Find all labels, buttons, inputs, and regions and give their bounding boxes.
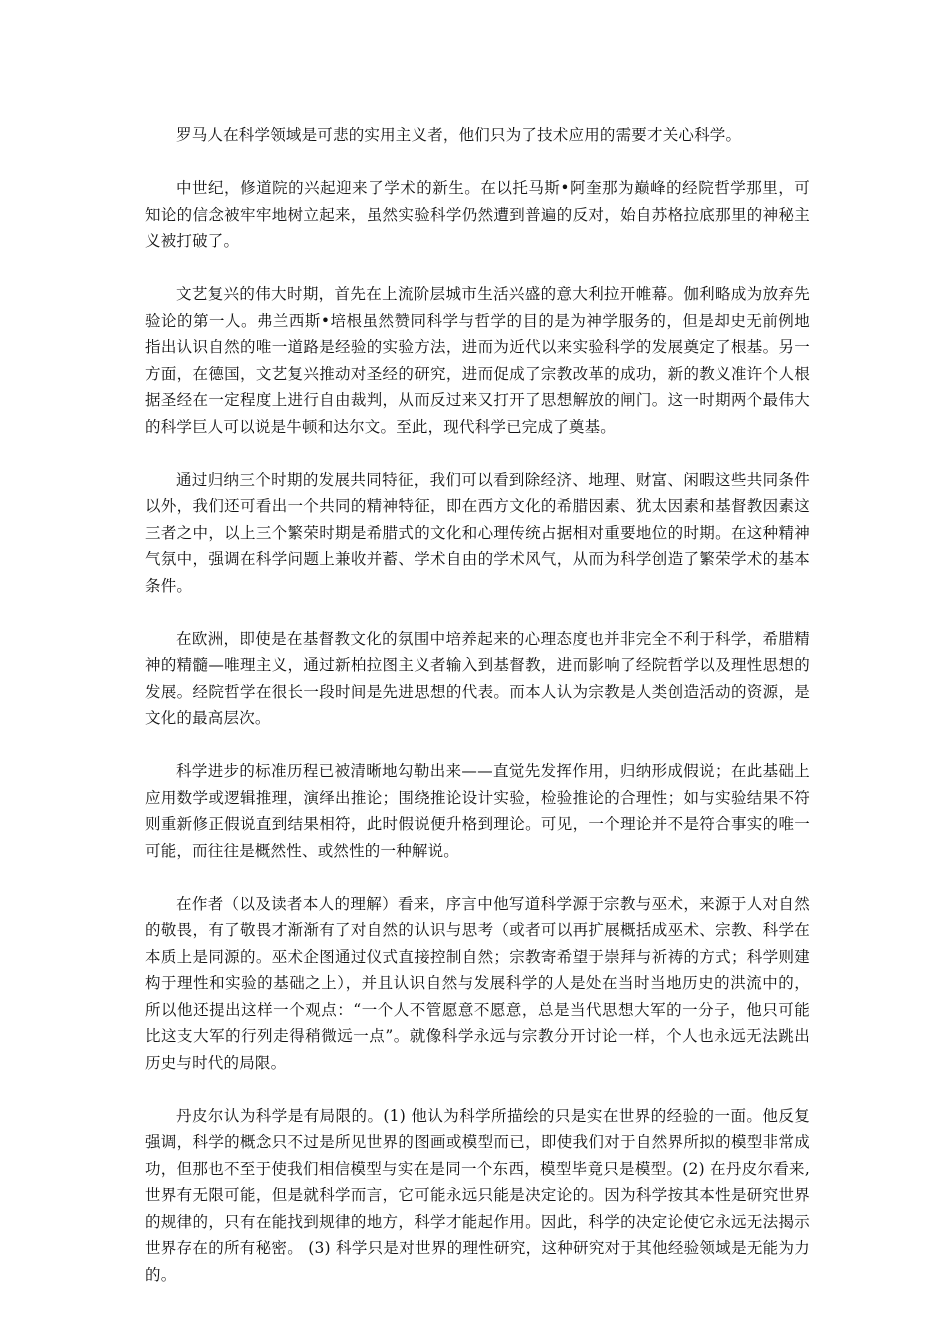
paragraph-5: 在欧洲，即使是在基督教文化的氛围中培养起来的心理态度也并非完全不利于科学，希腊精神的精髓—唯理主义，通过新柏拉图主义者输入到基督教，进而影响了经院哲学以及理性思想的发展。经院哲学在很长一段时间是先进思想的代表。而本人认为宗教是人类创造活动的资源，是文化的最高层次。 bbox=[145, 629, 810, 727]
paragraph-6: 科学进步的标准历程已被清晰地勾勒出来——直觉先发挥作用，归纳形成假说；在此基础上应用数学或逻辑推理，演绎出推论；围绕推论设计实验，检验推论的合理性；如与实验结果不符则重新修正假说直到结果相符，此时假说便升格到理论。可见，一个理论并不是符合事实的唯一可能，而往往是概然性、或然性的一种解说。 bbox=[145, 762, 810, 860]
paragraph-7: 在作者（以及读者本人的理解）看来，序言中他写道科学源于宗教与巫术，来源于人对自然的敬畏，有了敬畏才渐渐有了对自然的认识与思考（或者可以再扩展概括成巫术、宗教、科学在本质上是同源的。巫术企图通过仪式直接控制自然；宗教寄希望于崇拜与祈祷的方式；科学则建构于理性和实验的基础之上），并且认识自然与发展科学的人是处在当时当地历史的洪流中的，所以他还提出这样一个观点：“一个人不管愿意不愿意，总是当代思想大军的一分子，他只可能比这支大军的行列走得稍微远一点”。就像科学永远与宗教分开讨论一样，个人也永远无法跳出历史与时代的局限。 bbox=[145, 894, 810, 1072]
paragraph-1: 罗马人在科学领域是可悲的实用主义者，他们只为了技术应用的需要才关心科学。 bbox=[176, 126, 742, 144]
paragraph-8: 丹皮尔认为科学是有局限的。(1) 他认为科学所描绘的只是实在世界的经验的一面。他反复强调，科学的概念只不过是所见世界的图画或模型而已，即使我们对于自然界所拟的模型非常成功，但那也不至于使我们相信模型与实在是同一个东西，模型毕竟只是模型。(2) 在丹皮尔看来,世界有无限可能，但是就科学而言，它可能永远只能是决定论的。因为科学按其本性是研究世界的规律的，只有在能找到规律的地方，科学才能起作用。因此，科学的决定论使它永远无法揭示世界存在的所有秘密。 (3) 科学只是对世界的理性研究，这种研究对于其他经验领域是无能为力的。 bbox=[145, 1106, 810, 1284]
paragraph-2: 中世纪，修道院的兴起迎来了学术的新生。在以托马斯•阿奎那为巅峰的经院哲学那里，可知论的信念被牢牢地树立起来，虽然实验科学仍然遭到普遍的反对，始自苏格拉底那里的神秘主义被打破了。 bbox=[145, 179, 810, 250]
paragraph-4: 通过归纳三个时期的发展共同特征，我们可以看到除经济、地理、财富、闲暇这些共同条件以外，我们还可看出一个共同的精神特征，即在西方文化的希腊因素、犹太因素和基督教因素这三者之中，以上三个繁荣时期是希腊式的文化和心理传统占据相对重要地位的时期。在这种精神气氛中，强调在科学问题上兼收并蓄、学术自由的学术风气，从而为科学创造了繁荣学术的基本条件。 bbox=[145, 470, 810, 595]
paragraph-3: 文艺复兴的伟大时期，首先在上流阶层城市生活兴盛的意大利拉开帷幕。伽利略成为放弃先验论的第一人。弗兰西斯•培根虽然赞同科学与哲学的目的是为神学服务的，但是却史无前例地指出认识自然的唯一道路是经验的实验方法，进而为近代以来实验科学的发展奠定了根基。另一方面，在德国，文艺复兴推动对圣经的研究，进而促成了宗教改革的成功，新的教义准许个人根据圣经在一定程度上进行自由裁判，从而反过来又打开了思想解放的闸门。这一时期两个最伟大的科学巨人可以说是牛顿和达尔文。至此，现代科学已完成了奠基。 bbox=[145, 285, 810, 436]
document-body bbox=[145, 122, 810, 1315]
